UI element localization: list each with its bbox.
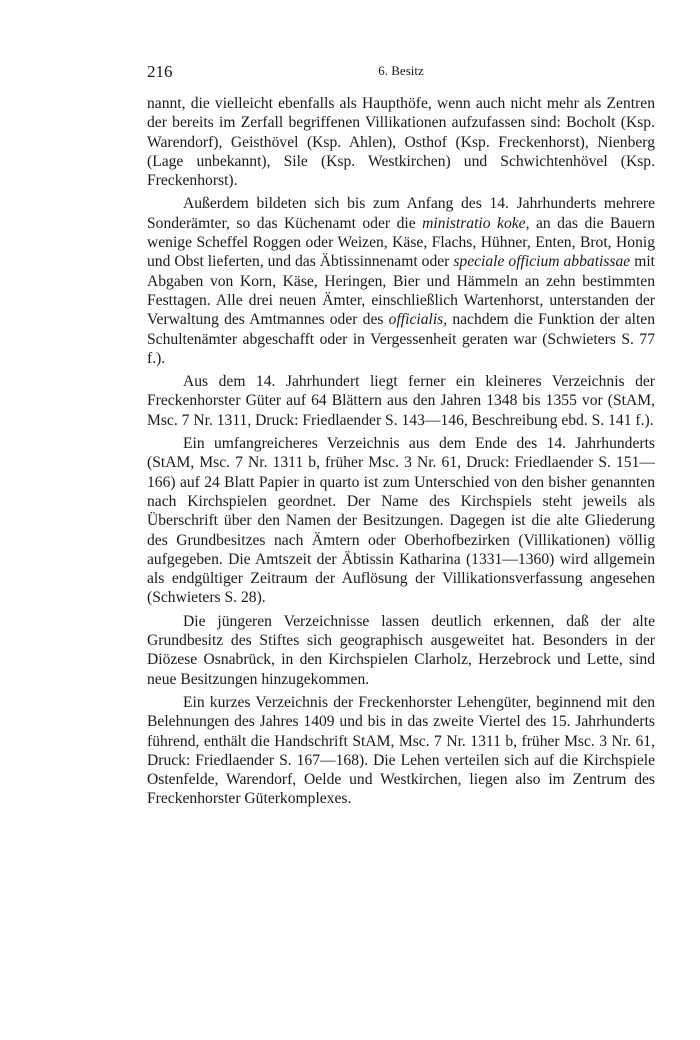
latin-term: speciale officium abbatissae [453,253,631,271]
running-head: 6. Besitz [378,63,424,78]
paragraph [147,194,655,368]
book-page [147,58,655,813]
paragraph [147,372,655,430]
latin-term: ministratio koke [422,214,526,232]
text-segment: Außerdem bildeten sich bis zum Anfang des 14. Jahrhunderts mehrere Sonderämter, so das Küchenamt oder die [147,195,655,232]
paragraph [147,434,655,608]
text-segment: , an das die Bauern wenige Scheffel Roggen oder Weizen, Käse, Flachs, Hühner, Enten, Brot, Honig und Obst lieferten, und das Äbtissinnenamt oder [147,214,655,271]
text-segment: nannt, die vielleicht ebenfalls als Haupthöfe, wenn auch nicht mehr als Zentren der bereits im Zerfall begriffenen Villikationen aufzufassen sind: Bocholt (Ksp. Warendorf), Geisthövel (Ksp. Ahlen), Osthof (Ksp. Freckenhorst), Nienberg (Lage unbekannt), Sile (Ksp. Westkirchen) und Schwichtenhövel (Ksp. Freckenhorst). [147,95,655,190]
paragraph [147,94,655,190]
text-segment: Ein kurzes Verzeichnis der Freckenhorster Lehengüter, beginnend mit den Belehnungen des Jahres 1409 und bis in das zweite Viertel des 15. Jahrhunderts führend, enthält die Handschrift StAM, Msc. 7 Nr. 1311 b, früher Msc. 3 Nr. 61, Druck: Friedlaender S. 167—168). Die Lehen verteilen sich auf die Kirchspiele Ostenfelde, Warendorf, Oelde und Westkirchen, liegen also im Zentrum des Freckenhorster Güterkomplexes. [147,693,655,808]
text-segment: Aus dem 14. Jahrhundert liegt ferner ein kleineres Verzeichnis der Freckenhorster Güter auf 64 Blättern aus den Jahren 1348 bis 1355 vor (StAM, Msc. 7 Nr. 1311, Druck: Friedlaender S. 143—146, Beschreibung ebd. S. 141 f.). [147,373,655,429]
page-number: 216 [147,62,173,81]
page-header [147,58,655,82]
paragraph [147,612,655,689]
body-text [147,94,655,809]
paragraph [147,693,655,809]
latin-term: officialis, [388,311,448,329]
text-segment: Ein umfangreicheres Verzeichnis aus dem Ende des 14. Jahrhunderts (StAM, Msc. 7 Nr. 1311 b, früher Msc. 3 Nr. 61, Druck: Friedlaender S. 151—166) auf 24 Blatt Papier in quarto ist zum Unterschied von den bisher genannten nach Kirchspielen geordnet. Der Name des Kirchspiels steht jeweils als Überschrift über den Namen der Besitzungen. Dagegen ist die alte Gliederung des Grundbesitzes nach Ämtern oder Oberhofbezirken (Villikationen) völlig aufgegeben. Die Amtszeit der Äbtissin Katharina (1331—1360) wird allgemein als endgültiger Zeitraum der Auflösung der Villikationsverfassung angesehen (Schwieters S. 28). [147,435,655,607]
text-segment: mit Abgaben von Korn, Käse, Heringen, Bier und Hämmeln an zehn bestimmten Festtagen. Alle drei neuen Ämter, einschließlich Wartenhorst, unterstanden der Verwaltung des Amtmannes oder des [147,253,655,329]
text-segment: Die jüngeren Verzeichnisse lassen deutlich erkennen, daß der alte Grundbesitz des Stiftes sich geographisch ausgeweitet hat. Besonders in der Diözese Osnabrück, in den Kirchspielen Clarholz, Herzebrock und Lette, sind neue Besitzungen hinzugekommen. [147,612,655,688]
text-segment: nachdem die Funktion der alten Schultenämter abgeschafft oder in Vergessenheit geraten war (Schwieters S. 77 f.). [147,311,655,367]
